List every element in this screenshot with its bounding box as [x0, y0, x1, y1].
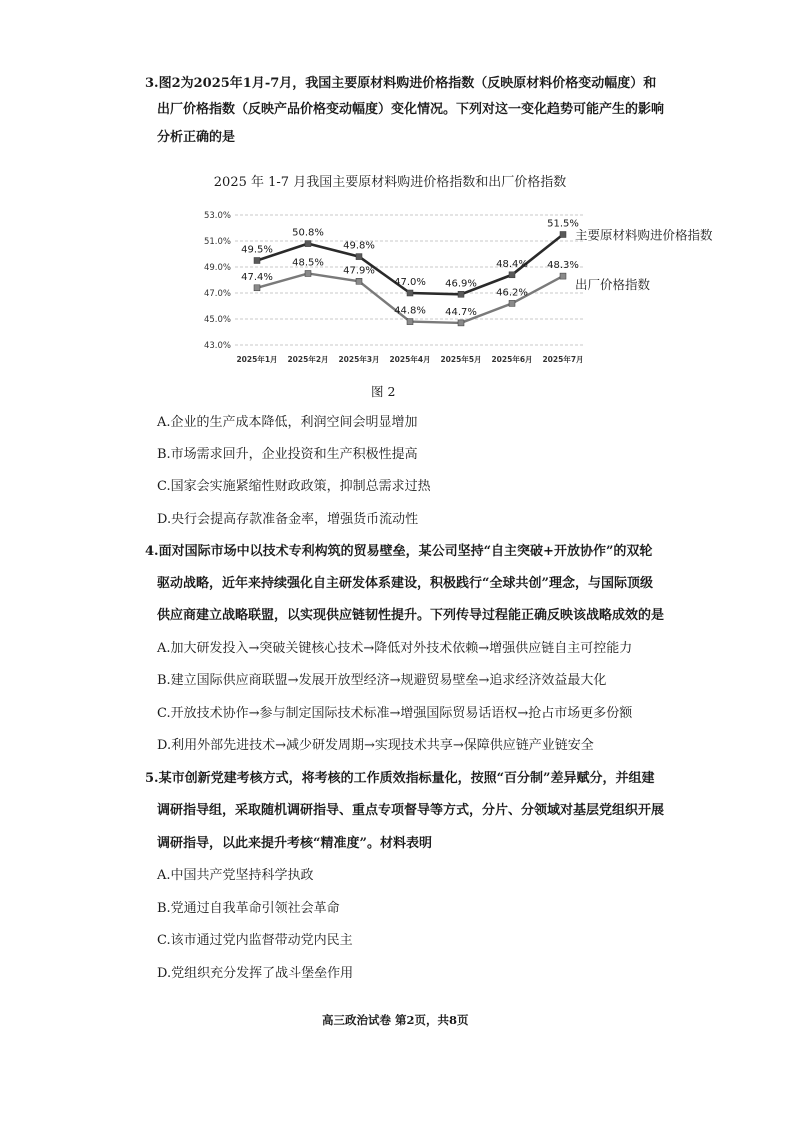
data-label: 44.8% [394, 305, 426, 317]
legend-label-series-1: 主要原材料购进价格指数 [575, 227, 713, 243]
q3-stem-line-1: 3.图2为2025年1月-7月，我国主要原材料购进价格指数（反映原材料价格变动幅度）和 [145, 76, 657, 91]
data-point [560, 273, 566, 279]
q3-option-c: C.国家会实施紧缩性财政政策，抑制总需求过热 [157, 479, 431, 494]
y-tick-label: 51.0% [203, 237, 231, 247]
data-label: 46.2% [496, 287, 528, 299]
data-label: 47.9% [343, 265, 375, 277]
x-tick-label: 2025年4月 [389, 355, 431, 364]
q4-stem-line-1: 4.面对国际市场中以技术专利构筑的贸易壁垒，某公司坚持“自主突破+开放协作”的双轮 [145, 544, 653, 559]
q4-stem-line-3: 供应商建立战略联盟，以实现供应链韧性提升。下列传导过程能正确反映该战略成效的是 [157, 608, 665, 623]
q3-stem-line-2: 出厂价格指数（反映产品价格变动幅度）变化情况。下列对这一变化趋势可能产生的影响 [157, 102, 665, 117]
q5-stem-line-2: 调研指导组，采取随机调研指导、重点专项督导等方式，分片、分领域对基层党组织开展 [157, 803, 665, 818]
data-label: 51.5% [547, 218, 579, 230]
figure-caption: 图 2 [371, 384, 396, 399]
y-tick-label: 43.0% [203, 341, 231, 351]
data-label: 44.7% [445, 306, 477, 318]
data-point [509, 300, 515, 306]
data-label: 49.5% [241, 244, 273, 256]
q3-option-b: B.市场需求回升，企业投资和生产积极性提高 [157, 447, 418, 462]
q4-option-b: B.建立国际供应商联盟→发展开放型经济→规避贸易壁垒→追求经济效益最大化 [157, 673, 607, 688]
data-point [254, 258, 260, 264]
q5-stem-line-3: 调研指导，以此来提升考核“精准度”。材料表明 [157, 836, 432, 851]
y-tick-label: 49.0% [203, 263, 231, 273]
x-tick-label: 2025年7月 [542, 355, 584, 364]
q5-option-d: D.党组织充分发挥了战斗堡垒作用 [157, 966, 354, 981]
q5-option-c: C.该市通过党内监督带动党内民主 [157, 933, 353, 948]
data-point [305, 271, 311, 277]
data-point [305, 241, 311, 247]
data-point [356, 278, 362, 284]
data-point [407, 319, 413, 325]
y-tick-label: 53.0% [203, 211, 231, 221]
x-tick-label: 2025年5月 [440, 355, 482, 364]
data-label: 48.5% [292, 257, 324, 269]
data-point [509, 272, 515, 278]
data-label: 47.4% [241, 271, 273, 283]
x-tick-label: 2025年2月 [287, 355, 329, 364]
q4-option-a: A.加大研发投入→突破关键核心技术→降低对外技术依赖→增强供应链自主可控能力 [157, 641, 633, 656]
data-label: 48.3% [547, 260, 579, 272]
chart-title: 2025 年 1-7 月我国主要原材料购进价格指数和出厂价格指数 [213, 175, 567, 190]
data-point [407, 290, 413, 296]
y-tick-label: 45.0% [203, 315, 231, 325]
data-point [458, 320, 464, 326]
x-tick-label: 2025年3月 [338, 355, 380, 364]
x-tick-label: 2025年1月 [236, 355, 278, 364]
q3-option-d: D.央行会提高存款准备金率，增强货币流动性 [157, 512, 419, 527]
data-point [254, 285, 260, 291]
x-tick-label: 2025年6月 [491, 355, 533, 364]
q5-option-b: B.党通过自我革命引领社会革命 [157, 901, 340, 916]
data-label: 50.8% [292, 227, 324, 239]
data-point [560, 232, 566, 238]
data-label: 46.9% [445, 278, 477, 290]
q4-option-d: D.利用外部先进技术→减少研发周期→实现技术共享→保障供应链产业链安全 [157, 738, 594, 753]
price-index-chart [200, 160, 713, 375]
q3-stem-line-3: 分析正确的是 [157, 130, 236, 145]
q4-option-c: C.开放技术协作→参与制定国际技术标准→增强国际贸易话语权→抢占市场更多份额 [157, 706, 633, 721]
data-label: 49.8% [343, 240, 375, 252]
q5-option-a: A.中国共产党坚持科学执政 [157, 868, 314, 883]
data-label: 48.4% [496, 258, 528, 270]
data-label: 47.0% [394, 277, 426, 288]
data-point [458, 291, 464, 297]
q5-stem-line-1: 5.某市创新党建考核方式，将考核的工作质效指标量化，按照“百分制”差异赋分，并组建 [145, 771, 655, 786]
y-tick-label: 47.0% [203, 289, 231, 299]
page-footer: 高三政治试卷 第2页，共8页 [322, 1013, 469, 1027]
data-point [356, 254, 362, 260]
legend-label-series-2: 出厂价格指数 [575, 277, 651, 293]
q3-option-a: A.企业的生产成本降低，利润空间会明显增加 [157, 415, 418, 430]
q4-stem-line-2: 驱动战略，近年来持续强化自主研发体系建设，积极践行“全球共创”理念，与国际顶级 [157, 576, 653, 591]
